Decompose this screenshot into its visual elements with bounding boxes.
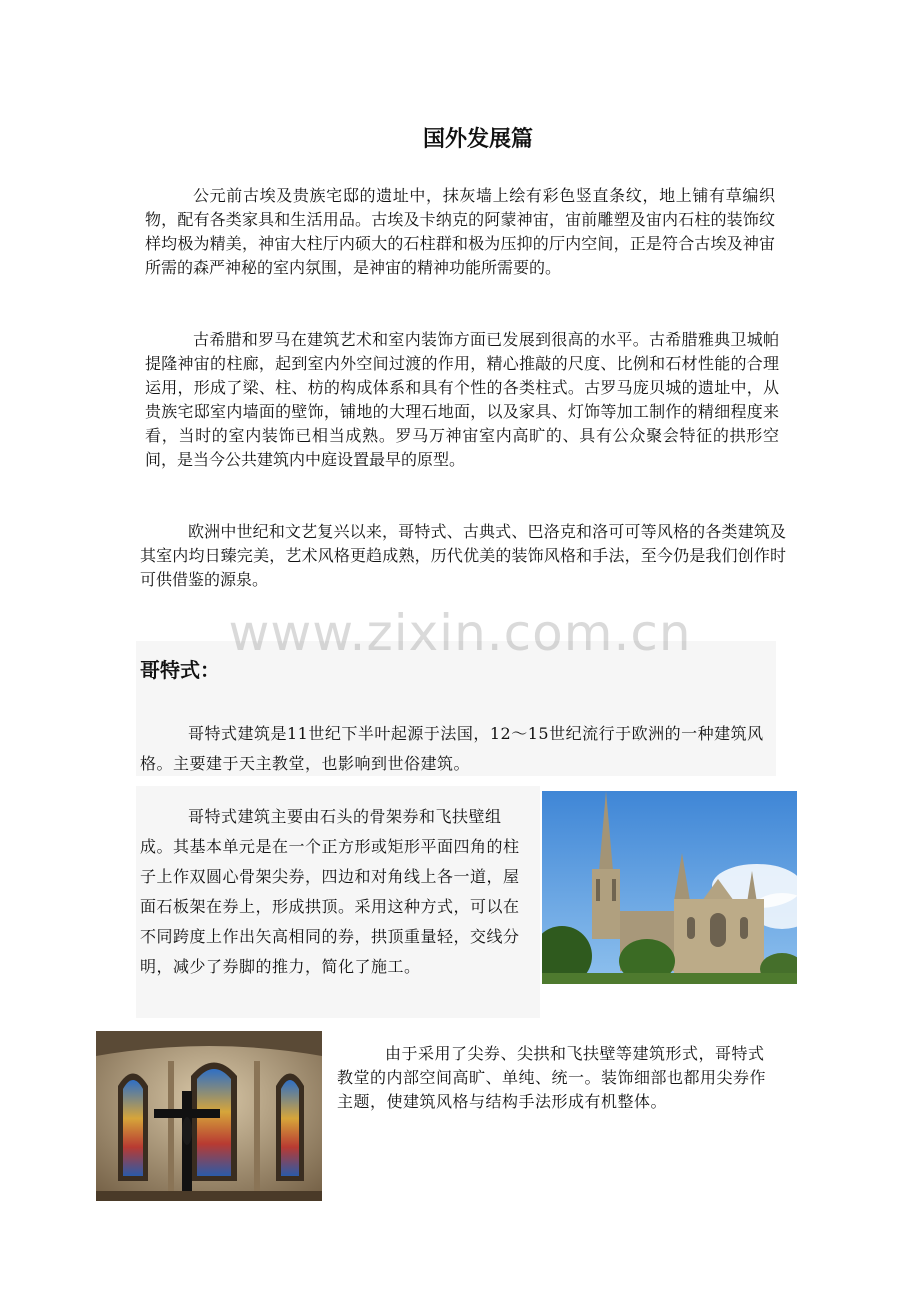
cathedral-photo bbox=[542, 791, 797, 984]
paragraph-medieval-renaissance: 欧洲中世纪和文艺复兴以来，哥特式、古典式、巴洛克和洛可可等风格的各类建筑及其室内均日臻完美，艺术风格更趋成熟，历代优美的装饰风格和手法，至今仍是我们创作时可供借鉴的源泉。 bbox=[140, 522, 786, 589]
paragraph-gothic-interior: 由于采用了尖券、尖拱和飞扶壁等建筑形式，哥特式教堂的内部空间高旷、单纯、统一。装饰细部也都用尖券作主题，使建筑风格与结构手法形成有机整体。 bbox=[337, 1044, 767, 1111]
page-title: 国外发展篇 bbox=[422, 127, 533, 152]
paragraph-ancient-egypt: 公元前古埃及贵族宅邸的遗址中，抹灰墙上绘有彩色竖直条纹，地上铺有草编织物，配有各类家具和生活用品。古埃及卡纳克的阿蒙神宙，宙前雕塑及宙内石柱的装饰纹样均极为精美，神宙大柱厅内硕大的石柱群和极为压抑的厅内空间，正是符合古埃及神宙所需的森严神秘的室内氛围，是神宙的精神功能所需要的。 bbox=[145, 186, 775, 277]
paragraph-greece-rome: 古希腊和罗马在建筑艺术和室内装饰方面已发展到很高的水平。古希腊雅典卫城帕提隆神宙的柱廊，起到室内外空间过渡的作用，精心推敲的尺度、比例和石材性能的合理运用，形成了梁、柱、枋的构成体系和具有个性的各类柱式。古罗马庞贝城的遗址中，从贵族宅邸室内墙面的壁饰，铺地的大理石地面，以及家具、灯饰等加工制作的精细程度来看，当时的室内装饰已相当成熟。罗马万神宙室内高旷的、具有公众聚会特征的拱形空间，是当今公共建筑内中庭设置最早的原型。 bbox=[145, 330, 779, 469]
paragraph-gothic-structure: 哥特式建筑主要由石头的骨架券和飞扶壁组成。其基本单元是在一个正方形或矩形平面四角的柱子上作双圆心骨架尖券，四边和对角线上各一道，屋面石板架在券上，形成拱顶。采用这种方式，可以在不同跨度上作出矢高相同的券，拱顶重量轻，交线分明，减少了券脚的推力，简化了施工。 bbox=[140, 807, 520, 976]
paragraph-gothic-origin: 哥特式建筑是11世纪下半叶起源于法国，12～15世纪流行于欧洲的一种建筑风格。主要建于天主教堂，也影响到世俗建筑。 bbox=[140, 724, 764, 773]
section-heading-gothic: 哥特式： bbox=[140, 658, 220, 682]
watermark: www.zixin.com.cn bbox=[228, 604, 692, 662]
church-interior-photo bbox=[96, 1031, 322, 1201]
